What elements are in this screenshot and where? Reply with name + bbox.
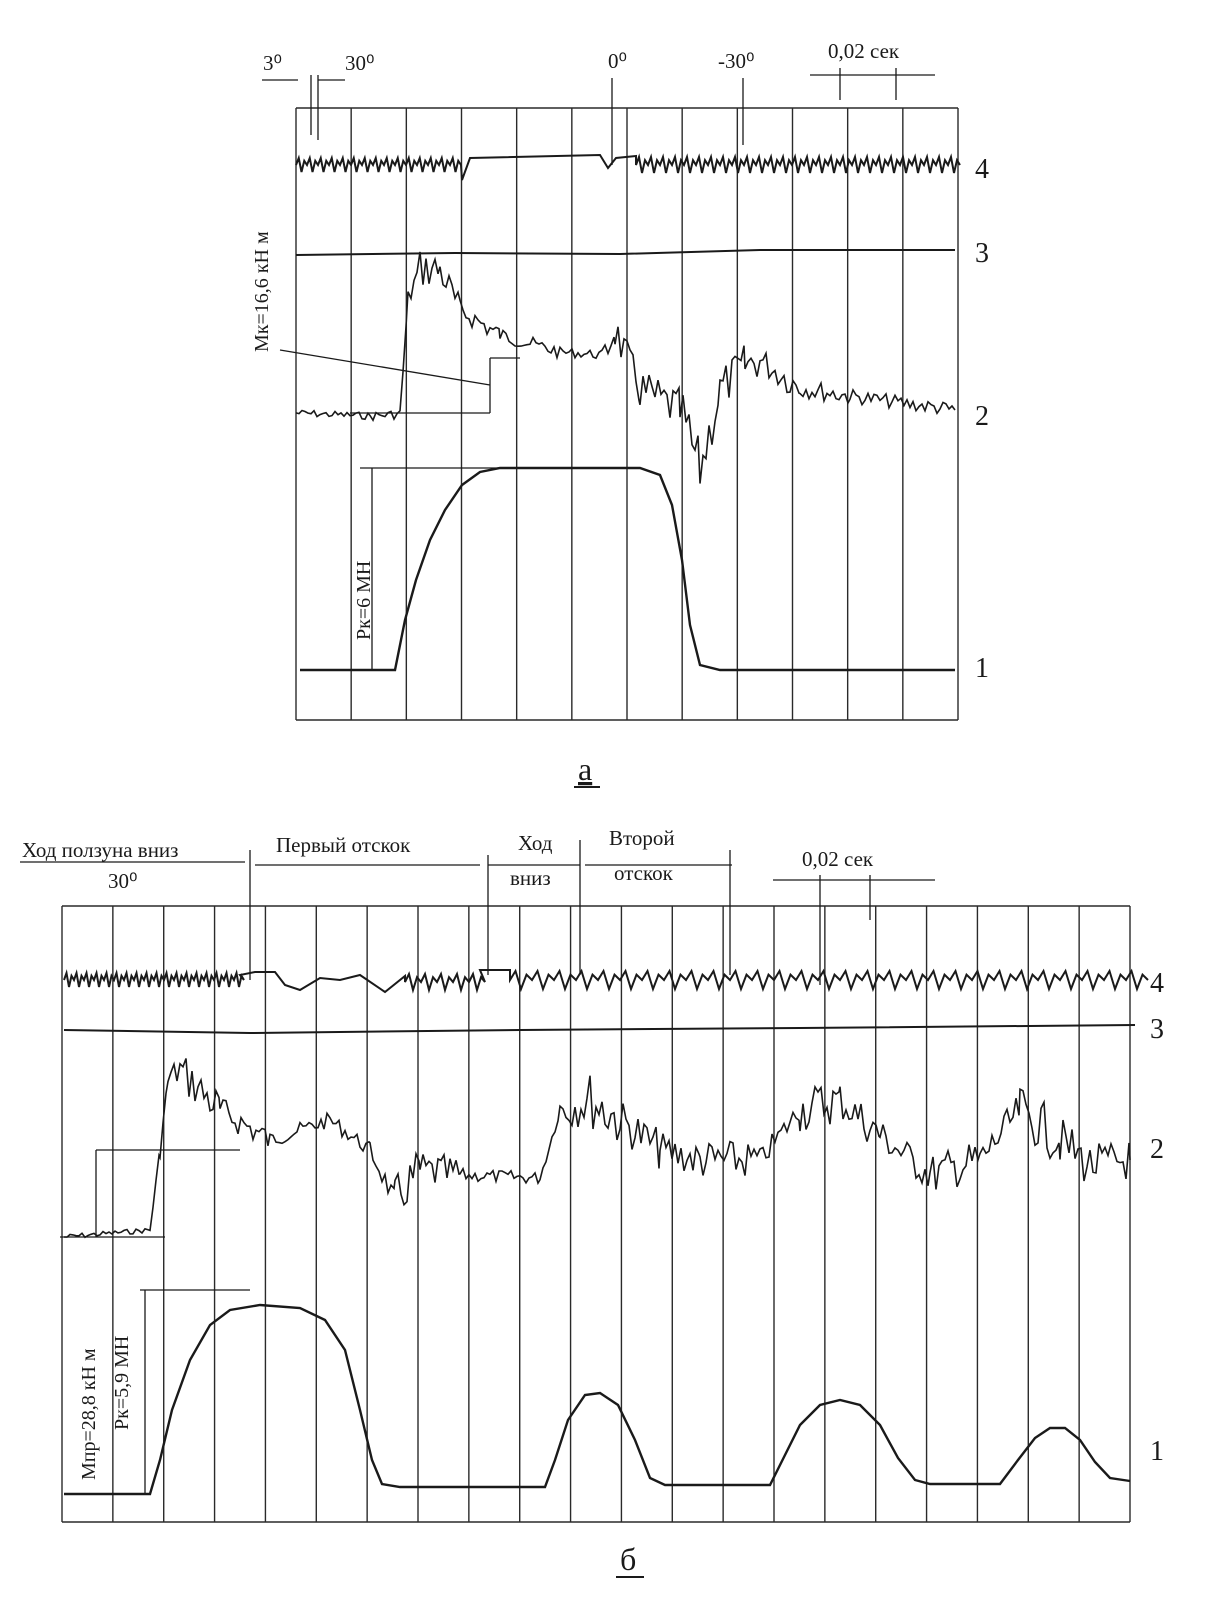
figure-a-trace-4-number: 4 bbox=[975, 154, 989, 185]
figure-b bbox=[20, 826, 1164, 1577]
figure-b-trace-4-number: 4 bbox=[1150, 968, 1164, 999]
figure-b-trace-4 bbox=[64, 970, 1148, 992]
figure-a-angle-0-label: 0⁰ bbox=[608, 49, 627, 73]
figure-a bbox=[251, 39, 989, 787]
figure-a-angle-minus30-label: -30⁰ bbox=[718, 49, 755, 73]
figure-a-caption: а bbox=[578, 751, 593, 787]
figure-a-trace-3 bbox=[296, 250, 955, 255]
figure-b-first-bounce-label: Первый отскок bbox=[276, 833, 411, 857]
figure-b-trace-3 bbox=[64, 1025, 1135, 1033]
figure-b-trace-2-number: 2 bbox=[1150, 1134, 1164, 1165]
figure-b-down-label-line1: Ход bbox=[518, 831, 553, 855]
figure-b-angle-30-label: 30⁰ bbox=[108, 869, 138, 893]
figure-a-force-label: Рк=6 МН bbox=[353, 560, 375, 640]
figure-b-caption: б bbox=[620, 1541, 637, 1577]
figure-a-trace-4 bbox=[296, 155, 960, 180]
figure-b-second-bounce-label-line1: Второй bbox=[609, 826, 675, 850]
figure-b-force-label: Рк=5,9 МН bbox=[111, 1335, 133, 1430]
figure-b-grid bbox=[62, 906, 1130, 1522]
figure-b-trace-2 bbox=[64, 1059, 1130, 1238]
figure-b-trace-1-number: 1 bbox=[1150, 1436, 1164, 1467]
figure-a-trace-2-number: 2 bbox=[975, 401, 989, 432]
figure-a-trace-3-number: 3 bbox=[975, 238, 989, 269]
figure-b-time-scale-label: 0,02 сек bbox=[802, 847, 874, 871]
figure-a-angle-30-label: 30⁰ bbox=[345, 51, 375, 75]
figure-b-down-stroke-label: Ход ползуна вниз bbox=[22, 838, 179, 862]
figure-b-second-bounce-label-line2: отскок bbox=[614, 861, 673, 885]
figure-a-trace-1-number: 1 bbox=[975, 653, 989, 684]
figure-b-down-label-line2: вниз bbox=[510, 866, 551, 890]
figure-a-time-scale-label: 0,02 сек bbox=[828, 39, 900, 63]
figure-a-grid bbox=[296, 108, 958, 720]
figure-a-moment-label: Мк=16,6 кН м bbox=[251, 231, 273, 352]
figure-b-moment-label: Мпр=28,8 кН м bbox=[78, 1348, 100, 1480]
figure-b-trace-3-number: 3 bbox=[1150, 1014, 1164, 1045]
figure-b-trace-1 bbox=[64, 1305, 1130, 1494]
figure-a-angle-3-label: 3⁰ bbox=[263, 51, 282, 75]
figure-a-trace-2 bbox=[296, 252, 955, 484]
